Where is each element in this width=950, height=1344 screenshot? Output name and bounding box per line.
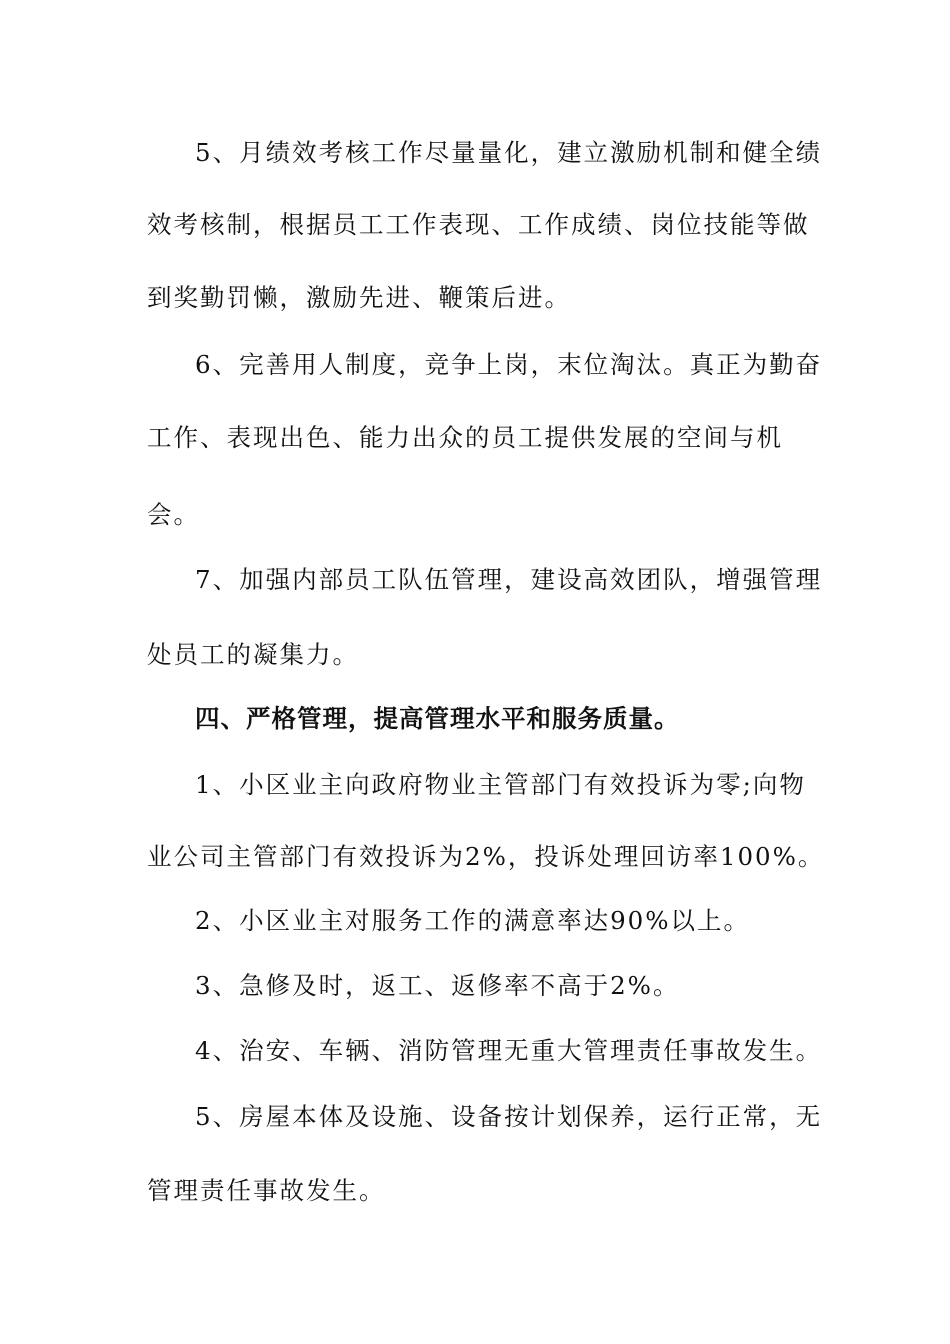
item-5-line-1: 5、房屋本体及设施、设备按计划保养，运行正常，无 [195,1102,823,1131]
paragraph-5-line-3: 到奖勤罚懒，激励先进、鞭策后进。 [147,283,571,312]
paragraph-6-line-2: 工作、表现出色、能力出众的员工提供发展的空间与机 [147,423,783,452]
paragraph-5-line-1: 5、月绩效考核工作尽量量化，建立激励机制和健全绩 [195,138,823,167]
item-3: 3、急修及时，返工、返修率不高于2%。 [195,971,680,1000]
item-1-line-1: 1、小区业主向政府物业主管部门有效投诉为零;向物 [195,770,806,799]
paragraph-6-line-3: 会。 [147,500,200,529]
item-4: 4、治安、车辆、消防管理无重大管理责任事故发生。 [195,1036,823,1065]
paragraph-7-line-2: 处员工的凝集力。 [147,640,359,669]
section-heading-4: 四、严格管理，提高管理水平和服务质量。 [195,704,680,733]
item-5-line-2: 管理责任事故发生。 [147,1176,386,1205]
item-2: 2、小区业主对服务工作的满意率达90%以上。 [195,906,751,935]
paragraph-7-line-1: 7、加强内部员工队伍管理，建设高效团队，增强管理 [195,565,823,594]
item-1-line-2: 业公司主管部门有效投诉为2%，投诉处理回访率100%。 [147,842,825,871]
paragraph-6-line-1: 6、完善用人制度，竞争上岗，末位淘汰。真正为勤奋 [195,350,823,379]
paragraph-5-line-2: 效考核制，根据员工工作表现、工作成绩、岗位技能等做 [147,210,810,239]
